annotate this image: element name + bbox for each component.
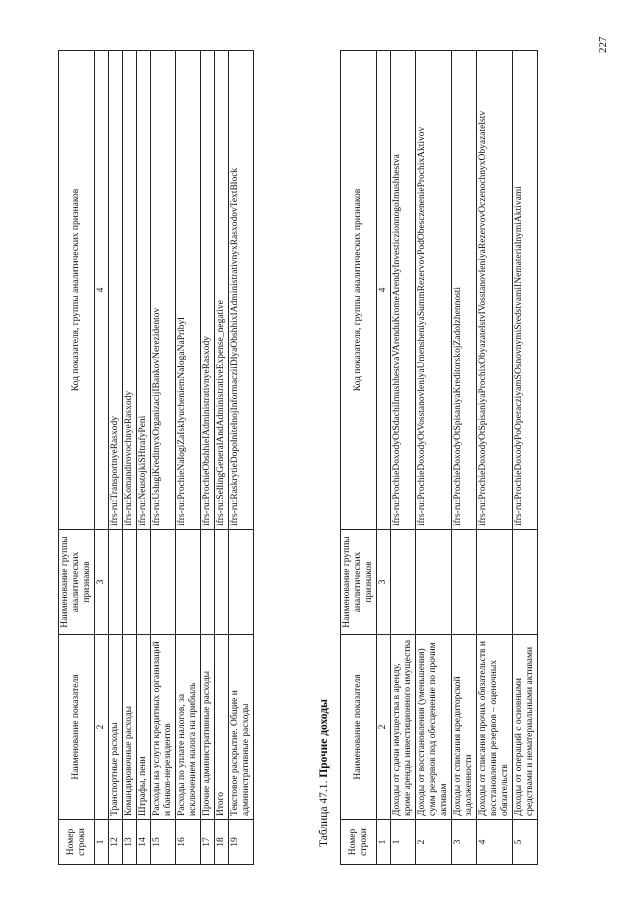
- indicator-name: Текстовое раскрытие. Общие и административные расходы: [229, 635, 254, 820]
- expenses-table: [58, 50, 254, 865]
- group-name: [201, 530, 215, 635]
- table-row: [176, 51, 201, 865]
- row-number: 19: [229, 820, 254, 865]
- colnum-2: 2: [377, 635, 391, 820]
- header-code: Код показателя, группы аналитических признаков: [59, 51, 95, 530]
- table-row: [151, 51, 176, 865]
- table-caption: [318, 699, 330, 847]
- group-name: [215, 530, 229, 635]
- group-name: [416, 530, 452, 635]
- row-number: 15: [151, 820, 176, 865]
- row-number: 4: [477, 820, 513, 865]
- indicator-code: ifrs-ru:RaskrytieDopolnitelnojInformacziiDlyaObshhixIAdministrativnyxRasxodovTextBlock: [229, 51, 254, 530]
- table-row: [201, 51, 215, 865]
- indicator-code: ifrs-ru:ProchieDoxodyOtVosstanovleniyaUmensheniyaSummRezervovPodObesczenenieProchixAktivov: [416, 51, 452, 530]
- column-number-row: [377, 51, 391, 865]
- indicator-name: Прочие административные расходы: [201, 635, 215, 820]
- other-income-table: [340, 50, 538, 865]
- row-number: 14: [137, 820, 151, 865]
- group-name: [513, 530, 538, 635]
- header-row-number: Номер строки: [341, 820, 377, 865]
- table-row: [123, 51, 137, 865]
- header-indicator-name: Наименование показателя: [341, 635, 377, 820]
- group-name: [151, 530, 176, 635]
- group-name: [123, 530, 137, 635]
- indicator-name: Доходы от восстановления (уменьшения) сумм резервов под обесценение по прочим активам: [416, 635, 452, 820]
- row-number: 1: [391, 820, 416, 865]
- colnum-4: 4: [95, 51, 109, 530]
- table-row: [416, 51, 452, 865]
- indicator-name: Доходы от сдачи имущества в аренду, кроме аренды инвестиционного имущества: [391, 635, 416, 820]
- indicator-name: Командировочные расходы: [123, 635, 137, 820]
- row-number: 16: [176, 820, 201, 865]
- row-number: 2: [416, 820, 452, 865]
- colnum-3: 3: [95, 530, 109, 635]
- indicator-code: ifrs-ru:ProchieDoxodyOtSpisaniyaProchixObyazatelstvIVosstanovleniyaRezervovOczenochnyxObyazatelstv: [477, 51, 513, 530]
- caption-prefix: Таблица 47.1.: [318, 780, 330, 847]
- header-group-name: Наименование группы аналитических признаков: [341, 530, 377, 635]
- indicator-name: Расходы на услуги кредитных организаций и банков-нерезидентов: [151, 635, 176, 820]
- indicator-name: Транспортные расходы: [109, 635, 123, 820]
- colnum-1: 1: [377, 820, 391, 865]
- row-number: 5: [513, 820, 538, 865]
- row-number: 18: [215, 820, 229, 865]
- header-row: [341, 51, 377, 865]
- indicator-code: ifrs-ru:ProchieDoxodyOtSdachiImushhestvaVArenduKromeArendyInvesticzionnogoImushhestva: [391, 51, 416, 530]
- colnum-3: 3: [377, 530, 391, 635]
- indicator-name: Штрафы, пени: [137, 635, 151, 820]
- group-name: [477, 530, 513, 635]
- group-name: [137, 530, 151, 635]
- table-row: [109, 51, 123, 865]
- row-number: 3: [452, 820, 477, 865]
- table-row: [391, 51, 416, 865]
- group-name: [229, 530, 254, 635]
- header-code: Код показателя, группы аналитических признаков: [341, 51, 377, 530]
- header-group-name: Наименование группы аналитических признаков: [59, 530, 95, 635]
- indicator-code: ifrs-ru:ProchieNalogiZaIsklyucheniemNalogaNaPribyl: [176, 51, 201, 530]
- indicator-code: ifrs-ru:ProchieDoxodyOtSpisaniyaKreditorskojZadolzhennosti: [452, 51, 477, 530]
- indicator-name: Итого: [215, 635, 229, 820]
- indicator-code: ifrs-ru:ProchieObshhieIAdministrativnyeRasxody: [201, 51, 215, 530]
- page-number: 227: [597, 36, 609, 53]
- colnum-2: 2: [95, 635, 109, 820]
- group-name: [452, 530, 477, 635]
- caption-title: Прочие доходы: [318, 698, 330, 778]
- table-row: [477, 51, 513, 865]
- indicator-code: ifrs-ru:TransportnyeRasxody: [109, 51, 123, 530]
- table-row: [229, 51, 254, 865]
- table-row: [513, 51, 538, 865]
- indicator-code: ifrs-ru:KomandirovochnyeRasxody: [123, 51, 137, 530]
- row-number: 17: [201, 820, 215, 865]
- row-number: 13: [123, 820, 137, 865]
- row-number: 12: [109, 820, 123, 865]
- header-row-number: Номер строки: [59, 820, 95, 865]
- header-row: [59, 51, 95, 865]
- indicator-code: ifrs-ru:UslugiKreditnyxOrganizacijIBankovNerezidentov: [151, 51, 176, 530]
- table-row: [215, 51, 229, 865]
- header-indicator-name: Наименование показателя: [59, 635, 95, 820]
- indicator-name: Расходы по уплате налогов, за исключением налога на прибыль: [176, 635, 201, 820]
- table-row: [452, 51, 477, 865]
- table-row: [137, 51, 151, 865]
- indicator-code: ifrs-ru:SellingGeneralAndAdministrativeExpense_negative: [215, 51, 229, 530]
- indicator-name: Доходы от операций с основными средствами и нематериальными активами: [513, 635, 538, 820]
- group-name: [176, 530, 201, 635]
- column-number-row: [95, 51, 109, 865]
- indicator-code: ifrs-ru:ProchieDoxodyPoOperacziyamSOsnovnymiSredstvamiINematerialnymiAktivami: [513, 51, 538, 530]
- colnum-1: 1: [95, 820, 109, 865]
- group-name: [109, 530, 123, 635]
- group-name: [391, 530, 416, 635]
- indicator-name: Доходы от списания кредиторской задолженности: [452, 635, 477, 820]
- indicator-code: ifrs-ru:NeustojkiSHtrafyPeni: [137, 51, 151, 530]
- indicator-name: Доходы от списания прочих обязательств и восстановления резервов – оценочных обязательств: [477, 635, 513, 820]
- colnum-4: 4: [377, 51, 391, 530]
